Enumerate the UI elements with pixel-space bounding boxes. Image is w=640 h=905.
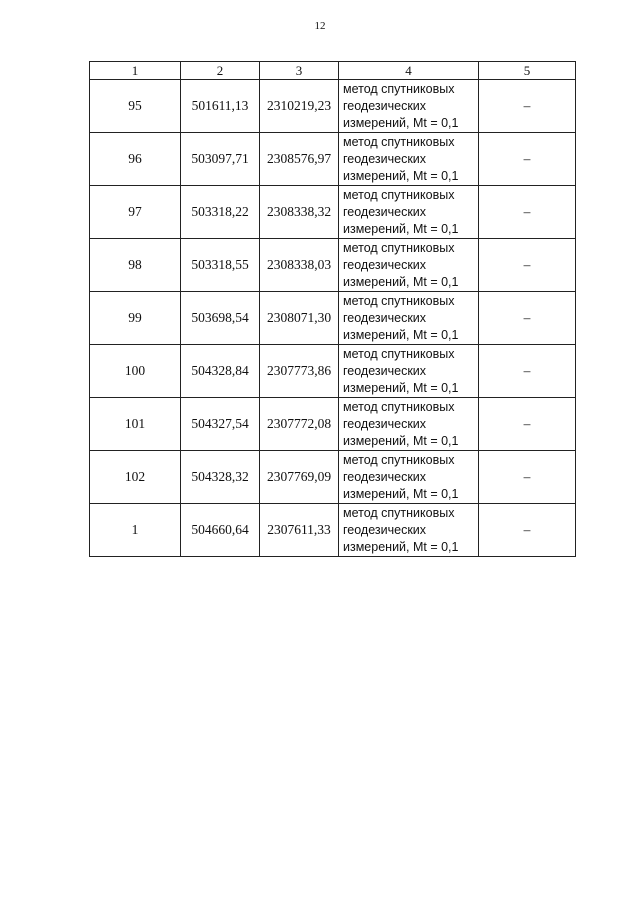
method-line: измерений, Mt = 0,1 xyxy=(343,115,459,130)
method-line: измерений, Mt = 0,1 xyxy=(343,539,459,554)
note-cell: – xyxy=(479,239,576,292)
method-line: метод спутниковых xyxy=(343,187,455,202)
y-coordinate-cell: 2310219,23 xyxy=(260,80,339,133)
y-coordinate-cell: 2307772,08 xyxy=(260,398,339,451)
method-line: метод спутниковых xyxy=(343,505,455,520)
table-row xyxy=(90,186,576,239)
method-line: метод спутниковых xyxy=(343,293,455,308)
x-coordinate-cell: 504327,54 xyxy=(181,398,260,451)
note-cell: – xyxy=(479,451,576,504)
y-coordinate-cell: 2308071,30 xyxy=(260,292,339,345)
method-line: геодезических xyxy=(343,469,427,484)
x-coordinate-cell: 504328,84 xyxy=(181,345,260,398)
method-line: геодезических xyxy=(343,151,427,166)
point-number-cell: 98 xyxy=(90,239,181,292)
page-number: 12 xyxy=(314,20,326,32)
method-line: измерений, Mt = 0,1 xyxy=(343,380,459,395)
table-row xyxy=(90,80,576,133)
column-header-3: 3 xyxy=(260,62,339,80)
table-row xyxy=(90,398,576,451)
method-line: геодезических xyxy=(343,98,427,113)
note-cell: – xyxy=(479,133,576,186)
method-line: метод спутниковых xyxy=(343,240,455,255)
point-number-cell: 1 xyxy=(90,504,181,557)
method-line: геодезических xyxy=(343,257,427,272)
table-row xyxy=(90,239,576,292)
point-number-cell: 97 xyxy=(90,186,181,239)
table-row xyxy=(90,292,576,345)
method-cell xyxy=(339,133,479,186)
method-line: метод спутниковых xyxy=(343,346,455,361)
column-header-1: 1 xyxy=(90,62,181,80)
method-line: метод спутниковых xyxy=(343,452,455,467)
column-header-2: 2 xyxy=(181,62,260,80)
point-number-cell: 99 xyxy=(90,292,181,345)
method-line: измерений, Mt = 0,1 xyxy=(343,221,459,236)
method-line: измерений, Mt = 0,1 xyxy=(343,168,459,183)
column-header-4: 4 xyxy=(339,62,479,80)
x-coordinate-cell: 503097,71 xyxy=(181,133,260,186)
y-coordinate-cell: 2307611,33 xyxy=(260,504,339,557)
x-coordinate-cell: 503318,55 xyxy=(181,239,260,292)
table-body xyxy=(90,80,576,557)
y-coordinate-cell: 2308338,03 xyxy=(260,239,339,292)
note-cell: – xyxy=(479,292,576,345)
method-line: геодезических xyxy=(343,416,427,431)
x-coordinate-cell: 501611,13 xyxy=(181,80,260,133)
method-line: метод спутниковых xyxy=(343,134,455,149)
method-line: геодезических xyxy=(343,310,427,325)
method-line: измерений, Mt = 0,1 xyxy=(343,274,459,289)
method-line: метод спутниковых xyxy=(343,81,455,96)
table-row xyxy=(90,451,576,504)
column-header-5: 5 xyxy=(479,62,576,80)
method-cell xyxy=(339,80,479,133)
y-coordinate-cell: 2308338,32 xyxy=(260,186,339,239)
note-cell: – xyxy=(479,186,576,239)
table-row xyxy=(90,345,576,398)
table-header-row xyxy=(90,62,576,80)
y-coordinate-cell: 2308576,97 xyxy=(260,133,339,186)
method-line: измерений, Mt = 0,1 xyxy=(343,327,459,342)
x-coordinate-cell: 504660,64 xyxy=(181,504,260,557)
note-cell: – xyxy=(479,398,576,451)
method-line: геодезических xyxy=(343,363,427,378)
point-number-cell: 101 xyxy=(90,398,181,451)
table-row xyxy=(90,504,576,557)
x-coordinate-cell: 504328,32 xyxy=(181,451,260,504)
method-cell xyxy=(339,398,479,451)
method-cell xyxy=(339,239,479,292)
y-coordinate-cell: 2307773,86 xyxy=(260,345,339,398)
method-cell xyxy=(339,451,479,504)
table-row xyxy=(90,133,576,186)
method-line: геодезических xyxy=(343,522,427,537)
note-cell: – xyxy=(479,80,576,133)
method-cell xyxy=(339,292,479,345)
x-coordinate-cell: 503318,22 xyxy=(181,186,260,239)
point-number-cell: 95 xyxy=(90,80,181,133)
method-line: измерений, Mt = 0,1 xyxy=(343,486,459,501)
x-coordinate-cell: 503698,54 xyxy=(181,292,260,345)
y-coordinate-cell: 2307769,09 xyxy=(260,451,339,504)
method-line: метод спутниковых xyxy=(343,399,455,414)
coordinates-table xyxy=(89,61,576,557)
point-number-cell: 100 xyxy=(90,345,181,398)
method-cell xyxy=(339,504,479,557)
method-line: измерений, Mt = 0,1 xyxy=(343,433,459,448)
note-cell: – xyxy=(479,504,576,557)
point-number-cell: 96 xyxy=(90,133,181,186)
method-line: геодезических xyxy=(343,204,427,219)
method-cell xyxy=(339,345,479,398)
point-number-cell: 102 xyxy=(90,451,181,504)
note-cell: – xyxy=(479,345,576,398)
method-cell xyxy=(339,186,479,239)
